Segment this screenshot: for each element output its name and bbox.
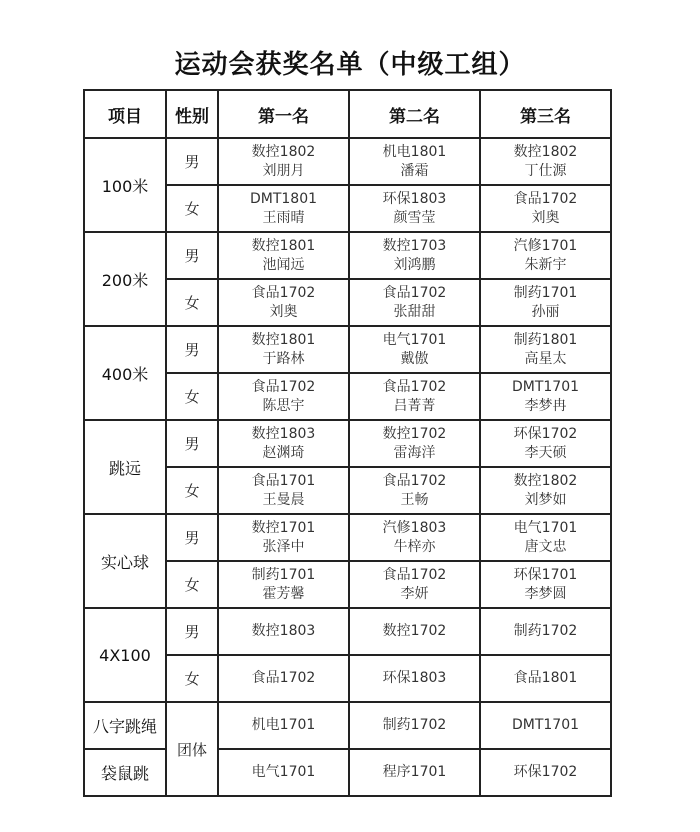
- class-name: 食品1702: [251, 378, 316, 395]
- athlete-name: 赵渊琦: [262, 444, 305, 461]
- class-name: 机电1701: [251, 717, 316, 733]
- class-name: 数控1802: [513, 472, 578, 489]
- place-third-cell: [480, 138, 611, 185]
- place-third-cell: [480, 561, 611, 608]
- class-name: 制药1702: [513, 623, 578, 639]
- place-second-cell: [349, 467, 480, 514]
- class-name: 食品1702: [382, 472, 447, 489]
- table-row: [84, 138, 611, 185]
- athlete-name: 孙丽: [531, 303, 560, 320]
- athlete-name: 牛梓亦: [393, 538, 436, 555]
- gender-cell: 团体: [166, 702, 218, 796]
- place-second-cell: [349, 420, 480, 467]
- place-third-cell: [480, 514, 611, 561]
- athlete-name: 朱新宇: [524, 256, 567, 273]
- gender-cell: 男: [166, 326, 218, 373]
- place-third-cell: [480, 326, 611, 373]
- place-third-cell: [480, 279, 611, 326]
- athlete-name: 戴傲: [400, 350, 429, 367]
- class-name: 数控1702: [382, 623, 447, 639]
- class-name: 数控1803: [251, 425, 316, 442]
- class-name: 电气1701: [513, 519, 578, 536]
- gender-cell: 男: [166, 608, 218, 655]
- place-first-cell: [218, 326, 349, 373]
- event-name: 400米: [84, 326, 166, 420]
- place-first-cell: [218, 655, 349, 702]
- athlete-name: 唐文忠: [524, 538, 567, 555]
- athlete-name: 王曼晨: [262, 491, 305, 508]
- class-name: 环保1803: [382, 670, 447, 686]
- class-name: 程序1701: [382, 764, 447, 780]
- place-third-cell: [480, 467, 611, 514]
- header-second: 第二名: [349, 90, 480, 138]
- place-first-cell: [218, 561, 349, 608]
- class-name: 制药1801: [513, 331, 578, 348]
- class-name: DMT1701: [511, 378, 580, 395]
- athlete-name: 李妍: [400, 585, 429, 602]
- athlete-name: 雷海洋: [393, 444, 436, 461]
- class-name: 数控1802: [513, 143, 578, 160]
- class-name: DMT1701: [511, 717, 580, 733]
- class-name: 环保1803: [382, 190, 447, 207]
- class-name: 环保1702: [513, 764, 578, 780]
- class-name: 数控1802: [251, 143, 316, 160]
- class-name: 电气1701: [382, 331, 447, 348]
- athlete-name: 刘鸿鹏: [393, 256, 436, 273]
- place-second-cell: [349, 373, 480, 420]
- class-name: 数控1702: [382, 425, 447, 442]
- class-name: 汽修1803: [382, 519, 447, 536]
- class-name: 食品1702: [251, 284, 316, 301]
- athlete-name: 颜雪莹: [393, 209, 436, 226]
- event-name: 实心球: [84, 514, 166, 608]
- place-first-cell: [218, 420, 349, 467]
- athlete-name: 王雨晴: [262, 209, 305, 226]
- page-title: 运动会获奖名单（中级工组）: [174, 50, 526, 80]
- class-name: DMT1801: [249, 190, 318, 207]
- place-second-cell: [349, 326, 480, 373]
- class-name: 环保1701: [513, 566, 578, 583]
- place-first-cell: [218, 279, 349, 326]
- place-second-cell: [349, 655, 480, 702]
- gender-cell: 女: [166, 373, 218, 420]
- athlete-name: 池闻远: [262, 256, 305, 273]
- athlete-name: 王畅: [400, 491, 429, 508]
- class-name: 数控1801: [251, 237, 316, 254]
- gender-cell: 男: [166, 420, 218, 467]
- place-second-cell: [349, 279, 480, 326]
- place-third-cell: [480, 608, 611, 655]
- gender-cell: 女: [166, 279, 218, 326]
- table-row: [84, 702, 611, 749]
- table-row: [84, 749, 611, 796]
- athlete-name: 刘奥: [269, 303, 298, 320]
- event-name: 袋鼠跳: [84, 749, 166, 796]
- place-first-cell: [218, 702, 349, 749]
- class-name: 制药1701: [513, 284, 578, 301]
- gender-cell: 男: [166, 232, 218, 279]
- class-name: 数控1803: [251, 623, 316, 639]
- place-first-cell: [218, 608, 349, 655]
- place-second-cell: [349, 138, 480, 185]
- class-name: 食品1702: [382, 284, 447, 301]
- place-second-cell: [349, 749, 480, 796]
- class-name: 食品1702: [513, 190, 578, 207]
- event-name: 200米: [84, 232, 166, 326]
- awards-table: [83, 89, 612, 797]
- class-name: 汽修1701: [513, 237, 578, 254]
- class-name: 数控1801: [251, 331, 316, 348]
- class-name: 环保1702: [513, 425, 578, 442]
- place-third-cell: [480, 185, 611, 232]
- athlete-name: 霍芳馨: [262, 585, 305, 602]
- header-third: 第三名: [480, 90, 611, 138]
- event-name: 跳远: [84, 420, 166, 514]
- header-first: 第一名: [218, 90, 349, 138]
- place-second-cell: [349, 185, 480, 232]
- athlete-name: 刘奥: [531, 209, 560, 226]
- place-first-cell: [218, 514, 349, 561]
- place-third-cell: [480, 655, 611, 702]
- place-first-cell: [218, 232, 349, 279]
- table-row: [84, 608, 611, 655]
- event-name: 4X100: [84, 608, 166, 702]
- athlete-name: 潘霜: [400, 162, 429, 179]
- place-first-cell: [218, 467, 349, 514]
- place-first-cell: [218, 373, 349, 420]
- athlete-name: 于路林: [262, 350, 305, 367]
- athlete-name: 李梦圆: [524, 585, 567, 602]
- place-second-cell: [349, 702, 480, 749]
- athlete-name: 李天硕: [524, 444, 567, 461]
- class-name: 数控1703: [382, 237, 447, 254]
- class-name: 食品1801: [513, 670, 578, 686]
- class-name: 食品1702: [251, 670, 316, 686]
- class-name: 电气1701: [251, 764, 316, 780]
- table-row: [84, 514, 611, 561]
- class-name: 机电1801: [382, 143, 447, 160]
- place-second-cell: [349, 514, 480, 561]
- place-second-cell: [349, 561, 480, 608]
- gender-cell: 女: [166, 655, 218, 702]
- place-first-cell: [218, 138, 349, 185]
- class-name: 食品1702: [382, 378, 447, 395]
- class-name: 制药1702: [382, 717, 447, 733]
- athlete-name: 陈思宇: [262, 397, 305, 414]
- class-name: 数控1701: [251, 519, 316, 536]
- place-third-cell: [480, 420, 611, 467]
- gender-cell: 男: [166, 138, 218, 185]
- class-name: 制药1701: [251, 566, 316, 583]
- header-event: 项目: [84, 90, 166, 138]
- class-name: 食品1701: [251, 472, 316, 489]
- place-first-cell: [218, 185, 349, 232]
- athlete-name: 刘朋月: [262, 162, 305, 179]
- athlete-name: 吕菁菁: [393, 397, 436, 414]
- place-third-cell: [480, 373, 611, 420]
- athlete-name: 张泽中: [262, 538, 305, 555]
- athlete-name: 高星太: [524, 350, 567, 367]
- athlete-name: 刘梦如: [524, 491, 567, 508]
- athlete-name: 丁仕源: [524, 162, 567, 179]
- gender-cell: 女: [166, 561, 218, 608]
- place-third-cell: [480, 749, 611, 796]
- class-name: 食品1702: [382, 566, 447, 583]
- event-name: 100米: [84, 138, 166, 232]
- gender-cell: 女: [166, 185, 218, 232]
- place-third-cell: [480, 702, 611, 749]
- place-second-cell: [349, 232, 480, 279]
- place-second-cell: [349, 608, 480, 655]
- gender-cell: 男: [166, 514, 218, 561]
- athlete-name: 李梦冉: [524, 397, 567, 414]
- header-gender: 性别: [166, 90, 218, 138]
- place-first-cell: [218, 749, 349, 796]
- athlete-name: 张甜甜: [393, 303, 436, 320]
- table-row: [84, 420, 611, 467]
- header-row: [84, 90, 611, 138]
- table-row: [84, 232, 611, 279]
- table-row: [84, 326, 611, 373]
- gender-cell: 女: [166, 467, 218, 514]
- event-name: 八字跳绳: [84, 702, 166, 749]
- place-third-cell: [480, 232, 611, 279]
